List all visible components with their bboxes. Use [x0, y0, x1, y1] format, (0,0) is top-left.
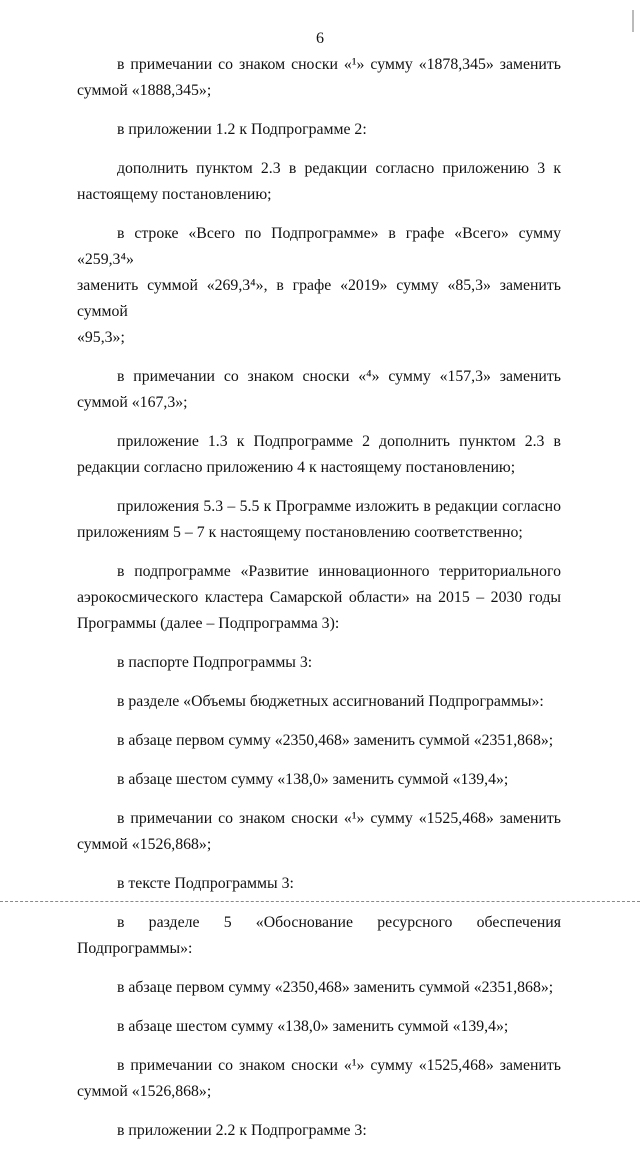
paragraph-18-line-1: в примечании со знаком сноски «¹» сумму «1525,468» заменить [117, 1057, 561, 1074]
paragraph-6-line-2: редакции согласно приложению 4 к настоящему постановлению; [77, 459, 516, 476]
document-body [77, 52, 561, 1157]
paragraph-16 [77, 975, 561, 1014]
paragraph-14-line-1: в тексте Подпрограммы 3: [117, 875, 294, 892]
paragraph-17 [77, 1014, 561, 1053]
paragraph-13-line-2: суммой «1526,868»; [77, 836, 212, 853]
paragraph-12-line-1: в абзаце шестом сумму «138,0» заменить суммой «139,4»; [117, 771, 509, 788]
paragraph-14 [77, 871, 561, 910]
paragraph-16-line-1: в абзаце первом сумму «2350,468» заменить суммой «2351,868»; [117, 979, 554, 996]
paragraph-8 [77, 559, 561, 650]
paragraph-1-line-2: суммой «1888,345»; [77, 82, 212, 99]
paragraph-4 [77, 221, 561, 364]
paragraph-6-line-1: приложение 1.3 к Подпрограмме 2 дополнить пунктом 2.3 в [117, 433, 561, 450]
paragraph-9-line-1: в паспорте Подпрограммы 3: [117, 654, 313, 671]
paragraph-2 [77, 117, 561, 156]
paragraph-1-line-1: в примечании со знаком сноски «¹» сумму «1878,345» заменить [117, 56, 561, 73]
paragraph-5-line-2: суммой «167,3»; [77, 394, 188, 411]
paragraph-13-line-1: в примечании со знаком сноски «¹» сумму «1525,468» заменить [117, 810, 561, 827]
paragraph-7-line-2: приложениям 5 – 7 к настоящему постановлению соответственно; [77, 524, 523, 541]
paragraph-8-line-1: в подпрограмме «Развитие инновационного территориального [117, 563, 561, 580]
paragraph-19-line-1: в приложении 2.2 к Подпрограмме 3: [117, 1122, 367, 1139]
paragraph-17-line-1: в абзаце шестом сумму «138,0» заменить суммой «139,4»; [117, 1018, 509, 1035]
paragraph-4-line-3: «95,3»; [77, 329, 125, 346]
paragraph-2-line-1: в приложении 1.2 к Подпрограмме 2: [117, 121, 367, 138]
paragraph-9 [77, 650, 561, 689]
paragraph-13 [77, 806, 561, 871]
paragraph-7 [77, 494, 561, 559]
paragraph-7-line-1: приложения 5.3 – 5.5 к Программе изложить в редакции согласно [117, 498, 561, 515]
paragraph-5-line-1: в примечании со знаком сноски «⁴» сумму «157,3» заменить [117, 368, 561, 385]
scan-edge-mark [632, 10, 634, 32]
paragraph-18-line-2: суммой «1526,868»; [77, 1083, 212, 1100]
paragraph-11 [77, 728, 561, 767]
paragraph-4-line-2: заменить суммой «269,3⁴», в графе «2019» сумму «85,3» заменить суммой [77, 277, 561, 320]
paragraph-10 [77, 689, 561, 728]
paragraph-6 [77, 429, 561, 494]
paragraph-11-line-1: в абзаце первом сумму «2350,468» заменить суммой «2351,868»; [117, 732, 554, 749]
paragraph-12 [77, 767, 561, 806]
paragraph-19 [77, 1118, 561, 1157]
scan-bottom-edge [0, 901, 640, 902]
paragraph-1 [77, 52, 561, 117]
paragraph-10-line-1: в разделе «Объемы бюджетных ассигнований Подпрограммы»: [117, 693, 544, 710]
paragraph-3 [77, 156, 561, 221]
paragraph-15-line-1: в разделе 5 «Обоснование ресурсного обеспечения Подпрограммы»: [77, 914, 561, 957]
paragraph-18 [77, 1053, 561, 1118]
paragraph-3-line-2: настоящему постановлению; [77, 186, 272, 203]
page-number: 6 [316, 30, 324, 47]
paragraph-3-line-1: дополнить пунктом 2.3 в редакции согласно приложению 3 к [117, 160, 561, 177]
paragraph-15 [77, 910, 561, 975]
paragraph-8-line-3: Программы (далее – Подпрограмма 3): [77, 615, 340, 632]
paragraph-5 [77, 364, 561, 429]
paragraph-4-line-1: в строке «Всего по Подпрограмме» в графе «Всего» сумму «259,3⁴» [77, 225, 561, 268]
paragraph-8-line-2: аэрокосмического кластера Самарской области» на 2015 – 2030 годы [77, 589, 561, 606]
